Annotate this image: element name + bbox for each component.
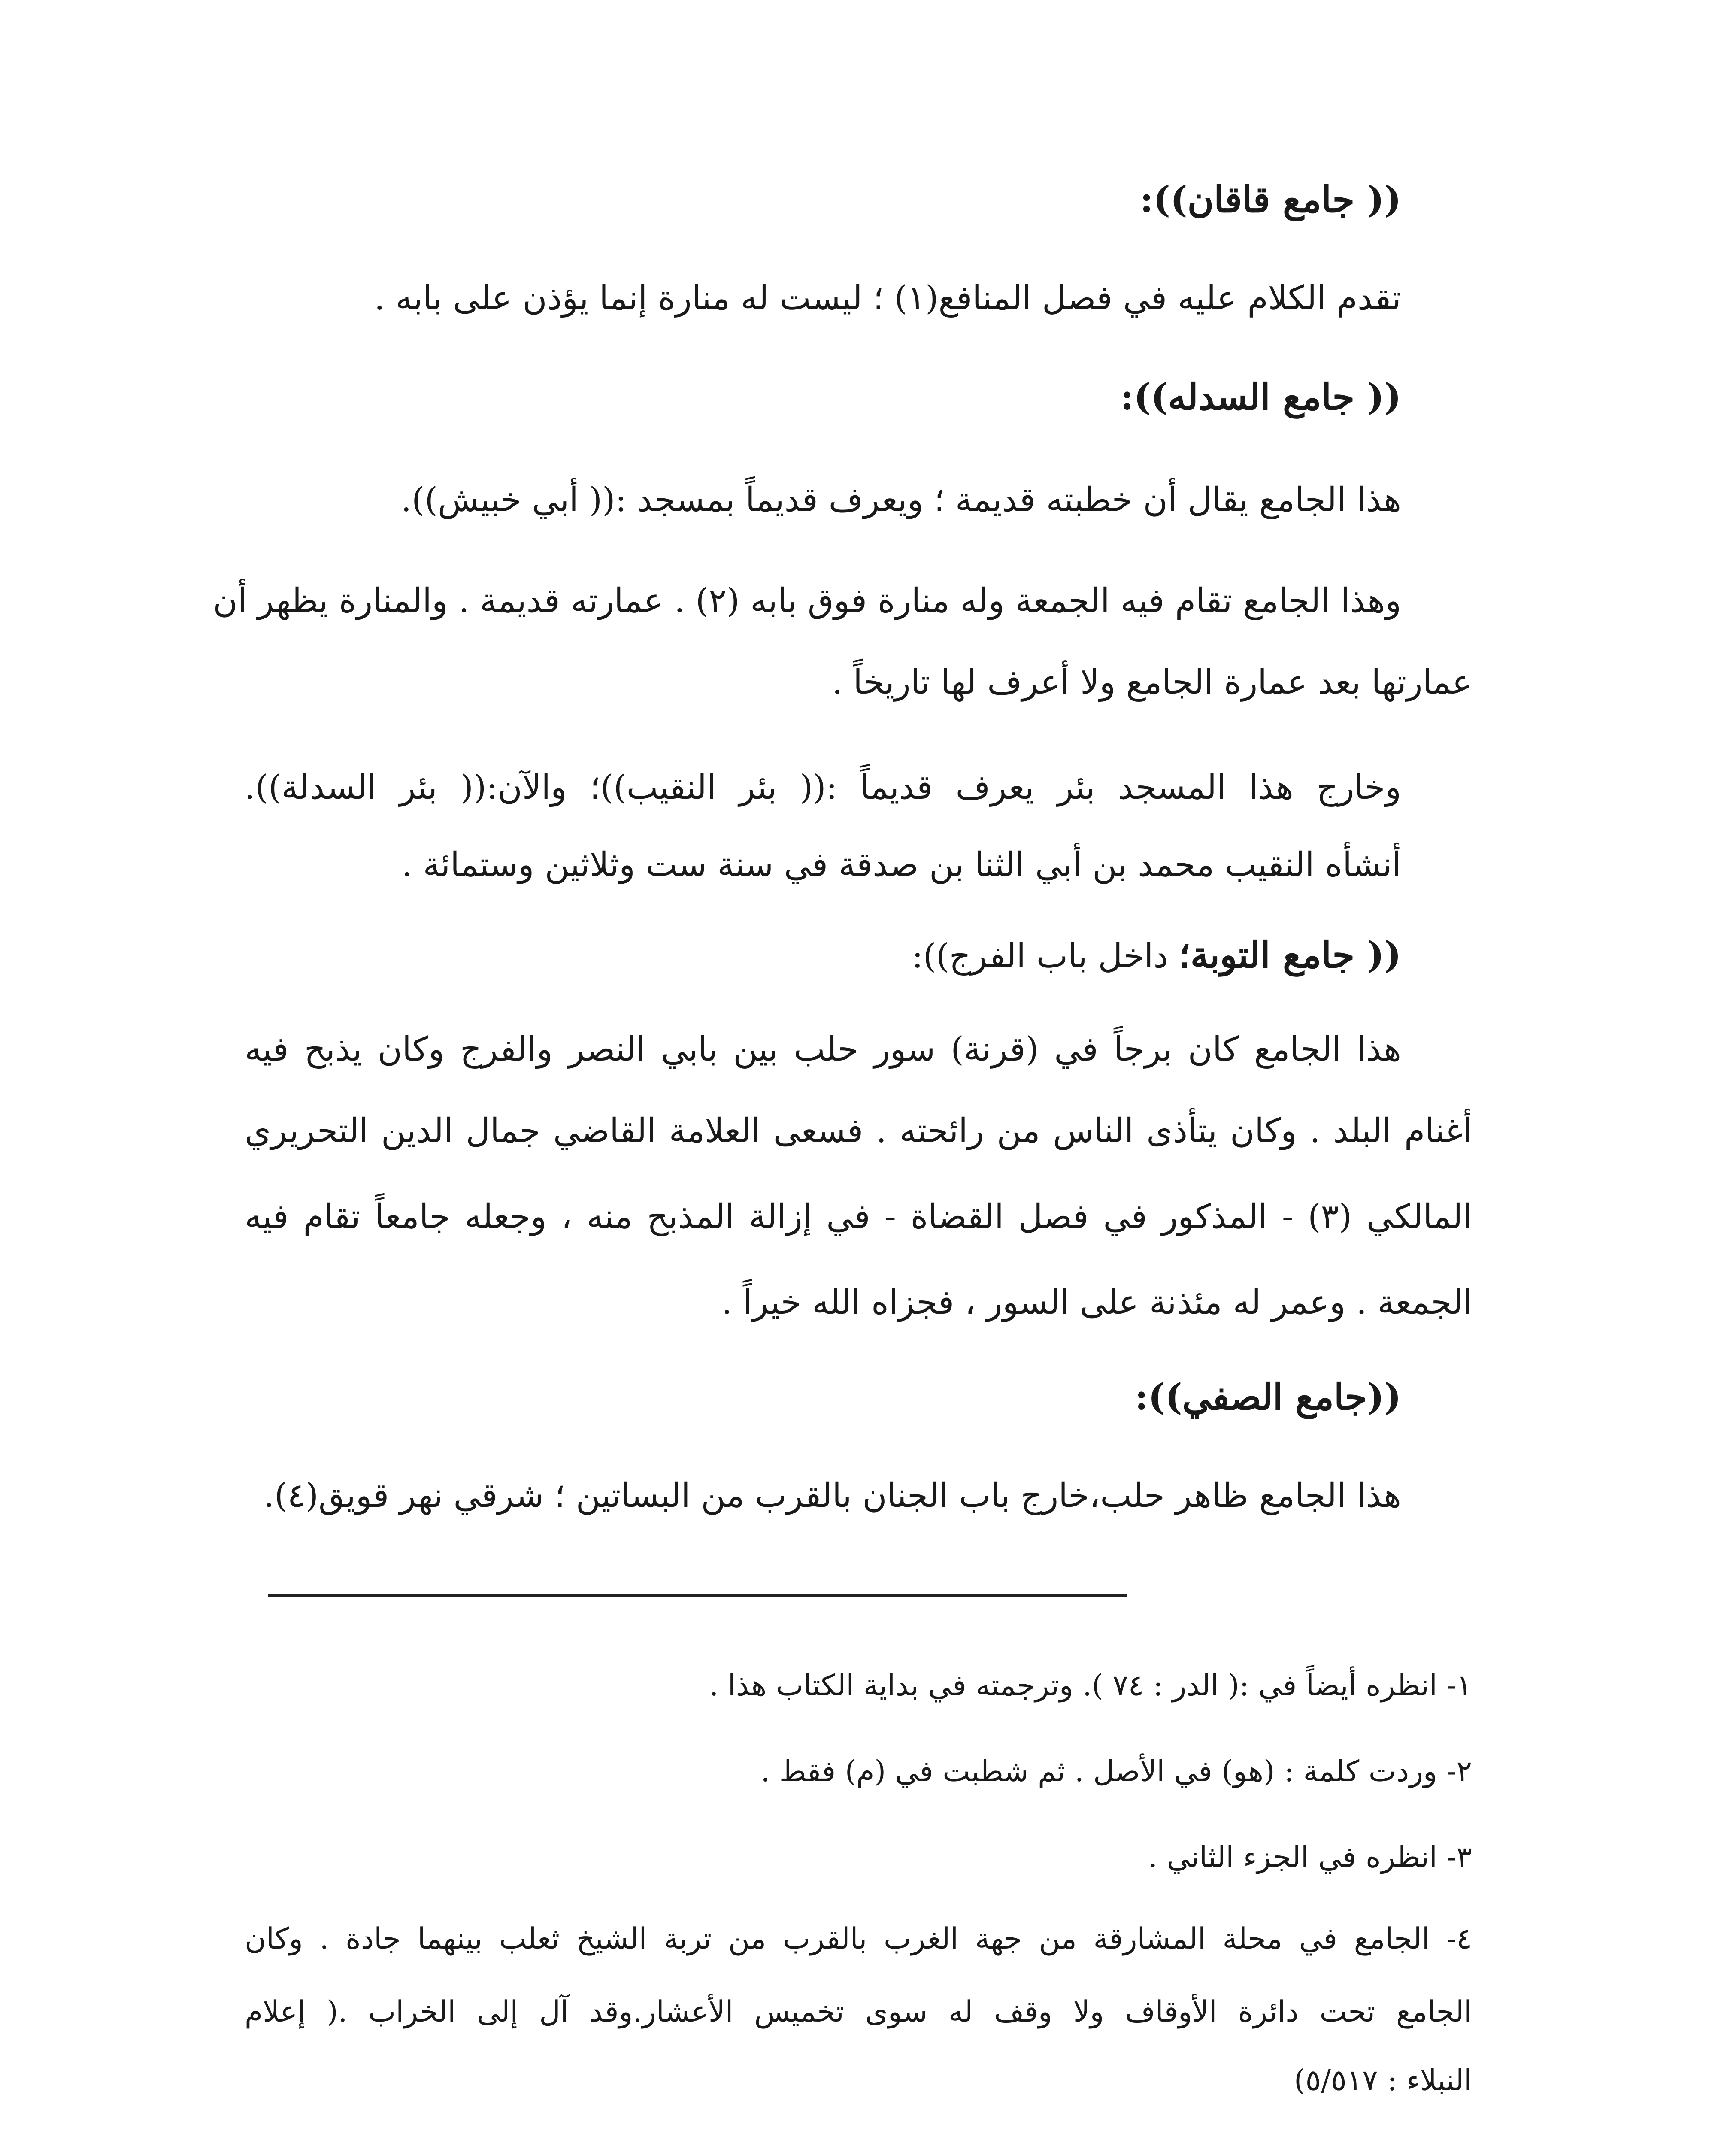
paragraph-tawba-line-2: أغنام البلد . وكان يتأذى الناس من رائحته . فسعى العلامة القاضي جمال الدين التحريري xyxy=(245,1112,1472,1150)
footnote-4-line-3: النبلاء : ٥/٥١٧) xyxy=(1294,2064,1472,2098)
heading-jami-qaqan: (( جامع قاقان)): xyxy=(1140,178,1401,221)
heading-jami-tawba xyxy=(245,931,1401,980)
heading-jami-sadla: (( جامع السدله)): xyxy=(1120,376,1401,418)
footnote-4-line-1: ٤- الجامع في محلة المشارقة من جهة الغرب بالقرب من تربة الشيخ ثعلب بينهما جادة . وكان xyxy=(245,1922,1472,1956)
footnote-divider xyxy=(268,1594,1127,1597)
footnote-2: ٢- وردت كلمة : (هو) في الأصل . ثم شطبت في (م) فقط . xyxy=(760,1755,1472,1788)
paragraph-sadla-3-line-2: أنشأه النقيب محمد بن أبي الثنا بن صدقة في سنة ست وثلاثين وستمائة . xyxy=(402,846,1401,884)
paragraph-tawba-line-3: المالكي (٣) - المذكور في فصل القضاة - في إزالة المذبح منه ، وجعله جامعاً تقام فيه xyxy=(245,1197,1472,1236)
paragraph-tawba-line-4: الجمعة . وعمر له مئذنة على السور ، فجزاه الله خيراً . xyxy=(721,1283,1472,1322)
heading-jami-tawba-rest: داخل باب الفرج)): xyxy=(912,937,1179,976)
heading-jami-safi: ((جامع الصفي)): xyxy=(1135,1376,1401,1418)
footnote-4-line-2: الجامع تحت دائرة الأوقاف ولا وقف له سوى تخميس الأعشار.وقد آل إلى الخراب .( إعلام xyxy=(245,1995,1472,2029)
heading-jami-tawba-bold: (( جامع التوبة؛ xyxy=(1179,934,1401,976)
paragraph-qaqan: تقدم الكلام عليه في فصل المنافع(١) ؛ ليست له منارة إنما يؤذن على بابه . xyxy=(374,279,1401,318)
paragraph-sadla-1: هذا الجامع يقال أن خطبته قديمة ؛ ويعرف قديماً بمسجد :(( أبي خبيش)). xyxy=(401,481,1401,519)
paragraph-safi: هذا الجامع ظاهر حلب،خارج باب الجنان بالقرب من البساتين ؛ شرقي نهر قويق(٤). xyxy=(264,1476,1401,1515)
paragraph-sadla-2-line-1: وهذا الجامع تقام فيه الجمعة وله منارة فوق بابه (٢) . عمارته قديمة . والمنارة يظهر أن xyxy=(213,582,1401,620)
footnote-1: ١- انظره أيضاً في :( الدر : ٧٤ ). وترجمته في بداية الكتاب هذا . xyxy=(709,1669,1472,1703)
paragraph-sadla-3-line-1: وخارج هذا المسجد بئر يعرف قديماً :(( بئر النقيب))؛ والآن:(( بئر السدلة)). xyxy=(245,768,1401,807)
paragraph-tawba-line-1: هذا الجامع كان برجاً في (قرنة) سور حلب بين بابي النصر والفرج وكان يذبح فيه xyxy=(245,1030,1401,1069)
paragraph-sadla-2-line-2: عمارتها بعد عمارة الجامع ولا أعرف لها تاريخاً . xyxy=(832,663,1472,702)
footnote-3: ٣- انظره في الجزء الثاني . xyxy=(1148,1840,1472,1874)
